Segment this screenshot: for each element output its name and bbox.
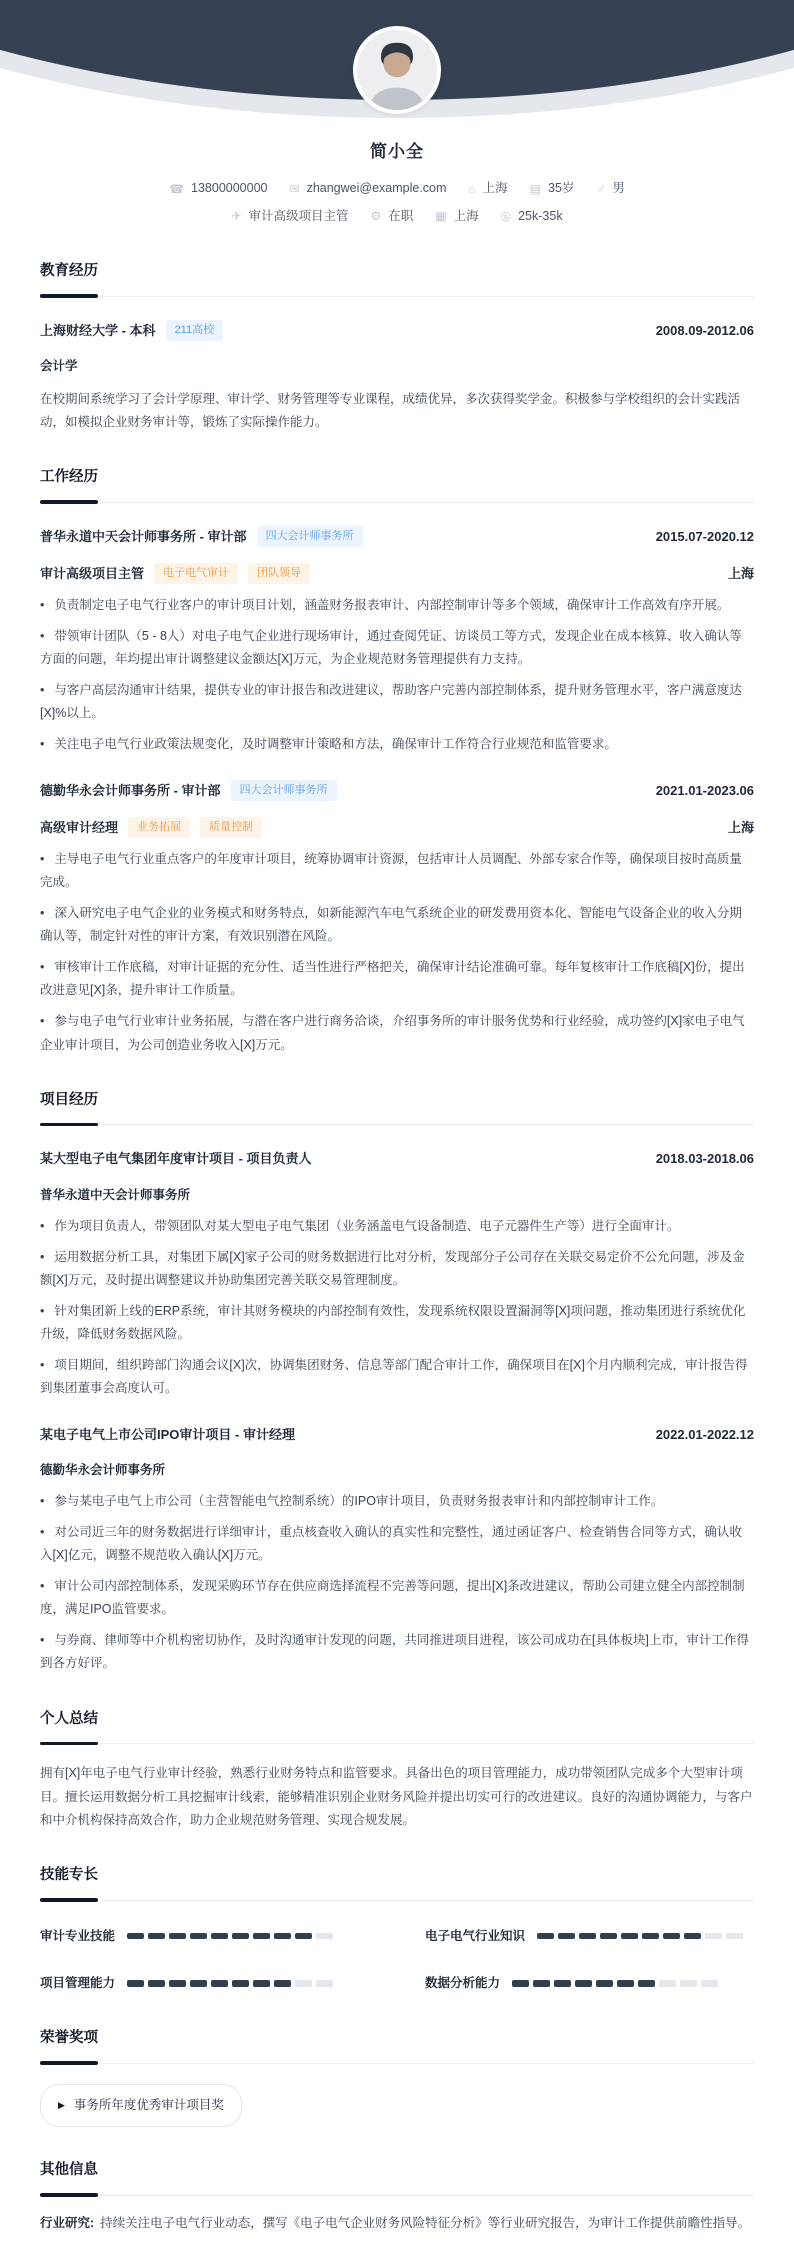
- work-entry-1: [40, 525, 754, 757]
- skill-segment-filled: [274, 1933, 291, 1940]
- skill-segment-filled: [211, 1933, 228, 1940]
- bullet-item: • 运用数据分析工具，对集团下属[X]家子公司的财务数据进行比对分析，发现部分子公司存在关联交易定价不公允问题，涉及金额[X]万元，及时提出调整建议并协助集团完善关联交易管理制度。: [40, 1246, 754, 1292]
- work-location: 上海: [727, 565, 754, 581]
- skill-segment-empty: [701, 1980, 718, 1987]
- project-bullets: [40, 1215, 754, 1401]
- bullet-item: • 对公司近三年的财务数据进行详细审计，重点核查收入确认的真实性和完整性，通过函证客户、检查销售合同等方式，确认收入[X]亿元，调整不规范收入确认[X]万元。: [40, 1521, 754, 1567]
- skill-data-analysis: [425, 1972, 754, 1995]
- award-name: 事务所年度优秀审计项目奖: [73, 2097, 224, 2112]
- skill-segment-filled: [274, 1980, 291, 1987]
- bullet-item: • 与客户高层沟通审计结果，提供专业的审计报告和改进建议，帮助客户完善内部控制体系，提升财务管理水平，客户满意度达[X]%以上。: [40, 679, 754, 725]
- contact-salary: [501, 205, 563, 228]
- project-date: 2022.01-2022.12: [655, 1426, 754, 1442]
- person-name: 简小全: [370, 142, 424, 161]
- section-title-awards: 荣誉奖项: [40, 2025, 754, 2064]
- section-title-other: 其他信息: [40, 2157, 754, 2196]
- contact-age: [530, 177, 575, 200]
- skill-segment-filled: [253, 1980, 270, 1987]
- bullet-item: • 关注电子电气行业政策法规变化，及时调整审计策略和方法，确保审计工作符合行业规范和监管要求。: [40, 733, 754, 756]
- contact-phone: [169, 177, 267, 200]
- section-title-projects: 项目经历: [40, 1087, 754, 1126]
- skill-audit: [40, 1925, 369, 1948]
- work-location: 上海: [727, 819, 754, 835]
- project-bullets: [40, 1490, 754, 1676]
- skill-bar: [512, 1980, 718, 1987]
- company-tag: 四大会计师事务所: [257, 526, 363, 547]
- play-icon: ▶: [58, 2099, 65, 2110]
- contact-job-title: [231, 205, 348, 228]
- other-info-text: 持续关注电子电气行业动态，撰写《电子电气企业财务风险特征分析》等行业研究报告，为审计工作提供前瞻性指导。: [100, 2215, 751, 2230]
- header-banner: [0, 0, 794, 150]
- contact-email: [290, 177, 447, 200]
- company-name: 德勤华永会计师事务所 - 审计部: [40, 782, 221, 798]
- other-info-line: [40, 2212, 754, 2235]
- contact-row-1: [0, 177, 794, 200]
- section-title-skills: 技能专长: [40, 1862, 754, 1901]
- bullet-item: • 参与某电子电气上市公司（主营智能电气控制系统）的IPO审计项目，负责财务报表审计和内部控制审计工作。: [40, 1490, 754, 1513]
- skill-segment-empty: [295, 1980, 312, 1987]
- skill-segment-filled: [148, 1933, 165, 1940]
- skill-label: 电子电气行业知识: [425, 1928, 526, 1943]
- company-name: 普华永道中天会计师事务所 - 审计部: [40, 528, 247, 544]
- skill-segment-filled: [537, 1933, 554, 1940]
- section-other: [40, 2157, 754, 2235]
- skill-segment-filled: [190, 1933, 207, 1940]
- project-company: 德勤华永会计师事务所: [40, 1462, 166, 1477]
- salary-icon: ◎: [500, 209, 512, 224]
- bullet-item: • 作为项目负责人，带领团队对某大型电子电气集团（业务涵盖电气设备制造、电子元器件生产等）进行全面审计。: [40, 1215, 754, 1238]
- skill-segment-filled: [575, 1980, 592, 1987]
- skill-segment-filled: [232, 1980, 249, 1987]
- skill-industry-knowledge: [425, 1925, 754, 1948]
- bullet-item: • 项目期间，组织跨部门沟通会议[X]次，协调集团财务、信息等部门配合审计工作，确保项目在[X]个月内顺利完成，审计报告得到集团董事会高度认可。: [40, 1354, 754, 1400]
- contact-work-city-value: 上海: [453, 208, 479, 223]
- bullet-item: • 审计公司内部控制体系，发现采购环节存在供应商选择流程不完善等问题，提出[X]条改进建议，帮助公司建立健全内部控制制度，满足IPO监管要求。: [40, 1575, 754, 1621]
- position-tag: 电子电气审计: [154, 563, 238, 584]
- section-awards: [40, 2025, 754, 2127]
- skill-label: 审计专业技能: [40, 1928, 116, 1943]
- skill-segment-filled: [232, 1933, 249, 1940]
- education-major: 会计学: [40, 358, 78, 373]
- work-bullets: [40, 594, 754, 757]
- contact-email-value: zhangwei@example.com: [306, 181, 447, 196]
- contact-work-city: [435, 205, 478, 228]
- skill-segment-filled: [621, 1933, 638, 1940]
- project-date: 2018.03-2018.06: [655, 1151, 754, 1167]
- contact-gender: [596, 177, 625, 200]
- school-name: 上海财经大学 - 本科: [40, 322, 156, 338]
- work-date: 2021.01-2023.06: [655, 782, 754, 798]
- section-summary: [40, 1706, 754, 1832]
- skill-segment-empty: [680, 1980, 697, 1987]
- skill-segment-filled: [533, 1980, 550, 1987]
- skill-bar: [537, 1933, 743, 1940]
- city-icon: ▦: [435, 209, 447, 224]
- job-title-icon: ✈: [231, 209, 242, 224]
- work-entry-2: [40, 779, 754, 1057]
- skill-bar: [127, 1933, 333, 1940]
- project-company: 普华永道中天会计师事务所: [40, 1187, 191, 1202]
- work-bullets: [40, 848, 754, 1057]
- phone-icon: ☎: [169, 182, 185, 196]
- age-icon: ▤: [529, 182, 542, 196]
- project-entry-1: [40, 1147, 754, 1400]
- contact-gender-value: 男: [612, 181, 625, 196]
- contact-job-status: [370, 205, 413, 228]
- skill-segment-filled: [596, 1980, 613, 1987]
- bullet-item: • 与券商、律师等中介机构密切协作，及时沟通审计发现的问题，共同推进项目进程，该公司成功在[具体板块]上市，审计工作得到各方好评。: [40, 1629, 754, 1675]
- education-date: 2008.09-2012.06: [655, 322, 754, 338]
- section-projects: [40, 1087, 754, 1676]
- skill-label: 项目管理能力: [40, 1975, 116, 1990]
- position-tag: 团队领导: [248, 563, 310, 584]
- contact-job-title-value: 审计高级项目主管: [248, 208, 349, 223]
- skill-segment-filled: [554, 1980, 571, 1987]
- skill-segment-empty: [316, 1980, 333, 1987]
- skill-segment-empty: [705, 1933, 722, 1940]
- other-info-label: 行业研究:: [40, 2215, 95, 2230]
- skill-segment-filled: [663, 1933, 680, 1940]
- skill-segment-filled: [190, 1980, 207, 1987]
- section-title-work: 工作经历: [40, 464, 754, 503]
- skill-segment-filled: [558, 1933, 575, 1940]
- contact-info: [0, 177, 794, 227]
- bullet-item: • 深入研究电子电气企业的业务模式和财务特点，如新能源汽车电气系统企业的研发费用资本化、智能电气设备企业的收入分期确认等，制定针对性的审计方案，有效识别潜在风险。: [40, 902, 754, 948]
- contact-home-city: [468, 177, 507, 200]
- summary-text: 拥有[X]年电子电气行业审计经验，熟悉行业财务特点和监管要求。具备出色的项目管理能力，成功带领团队完成多个大型审计项目。擅长运用数据分析工具挖掘审计线索，能够精准识别企业财务风险并提出切实可行的改进建议。良好的沟通协调能力，与客户和中介机构保持高效合作，助力企业规范财务管理、实现合规发展。: [40, 1766, 753, 1827]
- school-tag-211: 211高校: [166, 320, 224, 341]
- company-tag: 四大会计师事务所: [231, 780, 337, 801]
- work-date: 2015.07-2020.12: [655, 528, 754, 544]
- skill-segment-filled: [617, 1980, 634, 1987]
- skills-grid: [40, 1925, 754, 1995]
- contact-salary-value: 25k-35k: [518, 208, 563, 223]
- skill-segment-filled: [253, 1933, 270, 1940]
- profile-photo: [353, 26, 441, 114]
- bullet-item: • 针对集团新上线的ERP系统，审计其财务模块的内部控制有效性，发现系统权限设置漏洞等[X]项问题，推动集团进行系统优化升级，降低财务数据风险。: [40, 1300, 754, 1346]
- email-icon: ✉: [289, 182, 300, 196]
- skill-segment-filled: [127, 1980, 144, 1987]
- section-work: [40, 464, 754, 1057]
- contact-row-2: [0, 205, 794, 228]
- skill-segment-filled: [127, 1933, 144, 1940]
- project-name: 某电子电气上市公司IPO审计项目 - 审计经理: [40, 1426, 295, 1442]
- skill-segment-empty: [659, 1980, 676, 1987]
- skill-segment-filled: [684, 1933, 701, 1940]
- contact-age-value: 35岁: [548, 181, 575, 196]
- position-title: 高级审计经理: [40, 819, 119, 835]
- contact-phone-value: 13800000000: [191, 181, 268, 196]
- skill-project-management: [40, 1972, 369, 1995]
- resume-body: [0, 258, 794, 2265]
- bullet-item: • 负责制定电子电气行业客户的审计项目计划，涵盖财务报表审计、内部控制审计等多个领域，确保审计工作高效有序开展。: [40, 594, 754, 617]
- award-chip: [40, 2084, 242, 2127]
- skill-segment-filled: [169, 1933, 186, 1940]
- gender-icon: ♂: [596, 182, 606, 196]
- skill-segment-empty: [316, 1933, 333, 1940]
- skill-segment-filled: [579, 1933, 596, 1940]
- position-title: 审计高级项目主管: [40, 565, 145, 581]
- skill-segment-filled: [148, 1980, 165, 1987]
- education-entry: [40, 319, 754, 434]
- project-entry-2: [40, 1423, 754, 1676]
- avatar-silhouette: [357, 30, 437, 110]
- home-icon: ⌂: [468, 182, 476, 196]
- section-title-education: 教育经历: [40, 258, 754, 297]
- skill-segment-empty: [726, 1933, 743, 1940]
- contact-home-city-value: 上海: [482, 181, 508, 196]
- skill-bar: [127, 1980, 333, 1987]
- position-tag: 业务拓展: [128, 817, 190, 838]
- skill-label: 数据分析能力: [425, 1975, 501, 1990]
- contact-job-status-value: 在职: [388, 208, 414, 223]
- skill-segment-filled: [295, 1933, 312, 1940]
- status-icon: ⚙: [370, 209, 382, 224]
- bullet-item: • 审核审计工作底稿，对审计证据的充分性、适当性进行严格把关，确保审计结论准确可靠。每年复核审计工作底稿[X]份，提出改进意见[X]条，提升审计工作质量。: [40, 956, 754, 1002]
- project-name: 某大型电子电气集团年度审计项目 - 项目负责人: [40, 1151, 312, 1167]
- skill-segment-filled: [211, 1980, 228, 1987]
- skill-segment-filled: [638, 1980, 655, 1987]
- skill-segment-filled: [512, 1980, 529, 1987]
- bullet-item: • 带领审计团队（5 - 8人）对电子电气企业进行现场审计，通过查阅凭证、访谈员工等方式，发现企业在成本核算、收入确认等方面的问题，年均提出审计调整建议金额达[X]万元，为企业规范财务管理提供有力支持。: [40, 625, 754, 671]
- skill-segment-filled: [642, 1933, 659, 1940]
- bullet-item: • 参与电子电气行业审计业务拓展，与潜在客户进行商务洽谈，介绍事务所的审计服务优势和行业经验，成功签约[X]家电子电气企业审计项目，为公司创造业务收入[X]万元。: [40, 1010, 754, 1056]
- bullet-item: • 主导电子电气行业重点客户的年度审计项目，统筹协调审计资源，包括审计人员调配、外部专家合作等，确保项目按时高质量完成。: [40, 848, 754, 894]
- skill-segment-filled: [600, 1933, 617, 1940]
- skill-segment-filled: [169, 1980, 186, 1987]
- position-tag: 质量控制: [200, 817, 262, 838]
- section-title-summary: 个人总结: [40, 1706, 754, 1745]
- education-description: 在校期间系统学习了会计学原理、审计学、财务管理等专业课程，成绩优异，多次获得奖学金。积极参与学校组织的会计实践活动，如模拟企业财务审计等，锻炼了实际操作能力。: [40, 391, 741, 429]
- section-education: [40, 258, 754, 434]
